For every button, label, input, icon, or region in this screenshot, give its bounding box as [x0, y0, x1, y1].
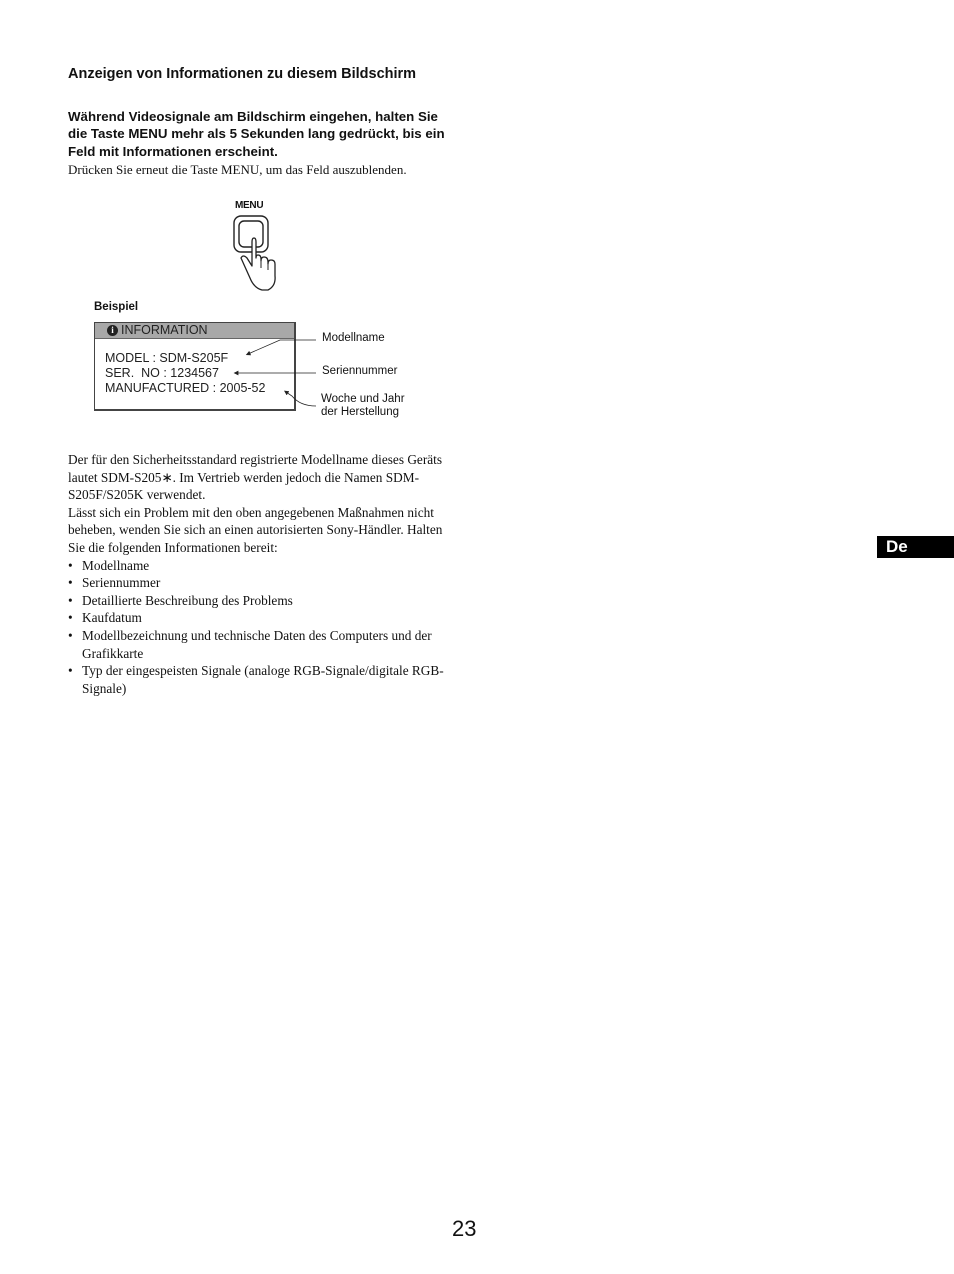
language-tab: De: [877, 536, 954, 558]
list-item: • Kaufdatum: [68, 609, 448, 627]
callout-week-year-line1: Woche und Jahr: [321, 393, 405, 405]
osd-manufactured-line: MANUFACTURED : 2005-52: [105, 381, 266, 395]
osd-model-line: MODEL : SDM-S205F: [105, 351, 229, 365]
callout-model-name: Modellname: [322, 332, 385, 344]
paragraph-contact-dealer: Lässt sich ein Problem mit den oben angegebenen Maßnahmen nicht beheben, wenden Sie sich an einen autorisierten Sony-Händler. Halten Sie die folgenden Informationen bereit:: [68, 504, 443, 555]
section-heading: Anzeigen von Informationen zu diesem Bildschirm: [68, 66, 417, 82]
osd-header-label: INFORMATION: [121, 323, 208, 337]
list-item: • Typ der eingespeisten Signale (analoge RGB-Signale/digitale RGB-Signale): [68, 662, 448, 697]
callout-serial-number: Seriennummer: [322, 365, 398, 377]
list-item: • Detaillierte Beschreibung des Problems: [68, 592, 448, 610]
callout-week-year-line2: der Herstellung: [321, 406, 399, 418]
list-item: • Modellbezeichnung und technische Daten des Computers und der Grafikkarte: [68, 627, 448, 662]
info-icon: i: [107, 325, 118, 336]
list-item: • Seriennummer: [68, 574, 448, 592]
instruction-text: Während Videosignale am Bildschirm eingehen, halten Sie die Taste MENU mehr als 5 Sekunden lang gedrückt, bis ein Feld mit Informationen erscheint.: [68, 109, 445, 159]
hand-pressing-button-icon: [226, 198, 286, 296]
callout-lines: [230, 330, 330, 420]
example-label: Beispiel: [94, 301, 139, 313]
info-bullet-list: [68, 557, 448, 698]
menu-button-label: MENU: [235, 200, 264, 211]
paragraph-model-name: Der für den Sicherheitsstandard registrierte Modellname dieses Geräts lautet SDM-S205∗. Im Vertrieb werden jedoch die Namen SDM-S205F/S205K verwendet.: [68, 452, 443, 503]
body-text: [68, 451, 448, 697]
menu-button-illustration: [226, 198, 286, 296]
callout-week-year: [321, 393, 405, 419]
page-number: 23: [452, 1216, 477, 1241]
note-text: Drücken Sie erneut die Taste MENU, um das Feld auszublenden.: [68, 162, 407, 177]
list-item: • Modellname: [68, 557, 448, 575]
osd-serial-line: SER. NO : 1234567: [105, 366, 219, 380]
